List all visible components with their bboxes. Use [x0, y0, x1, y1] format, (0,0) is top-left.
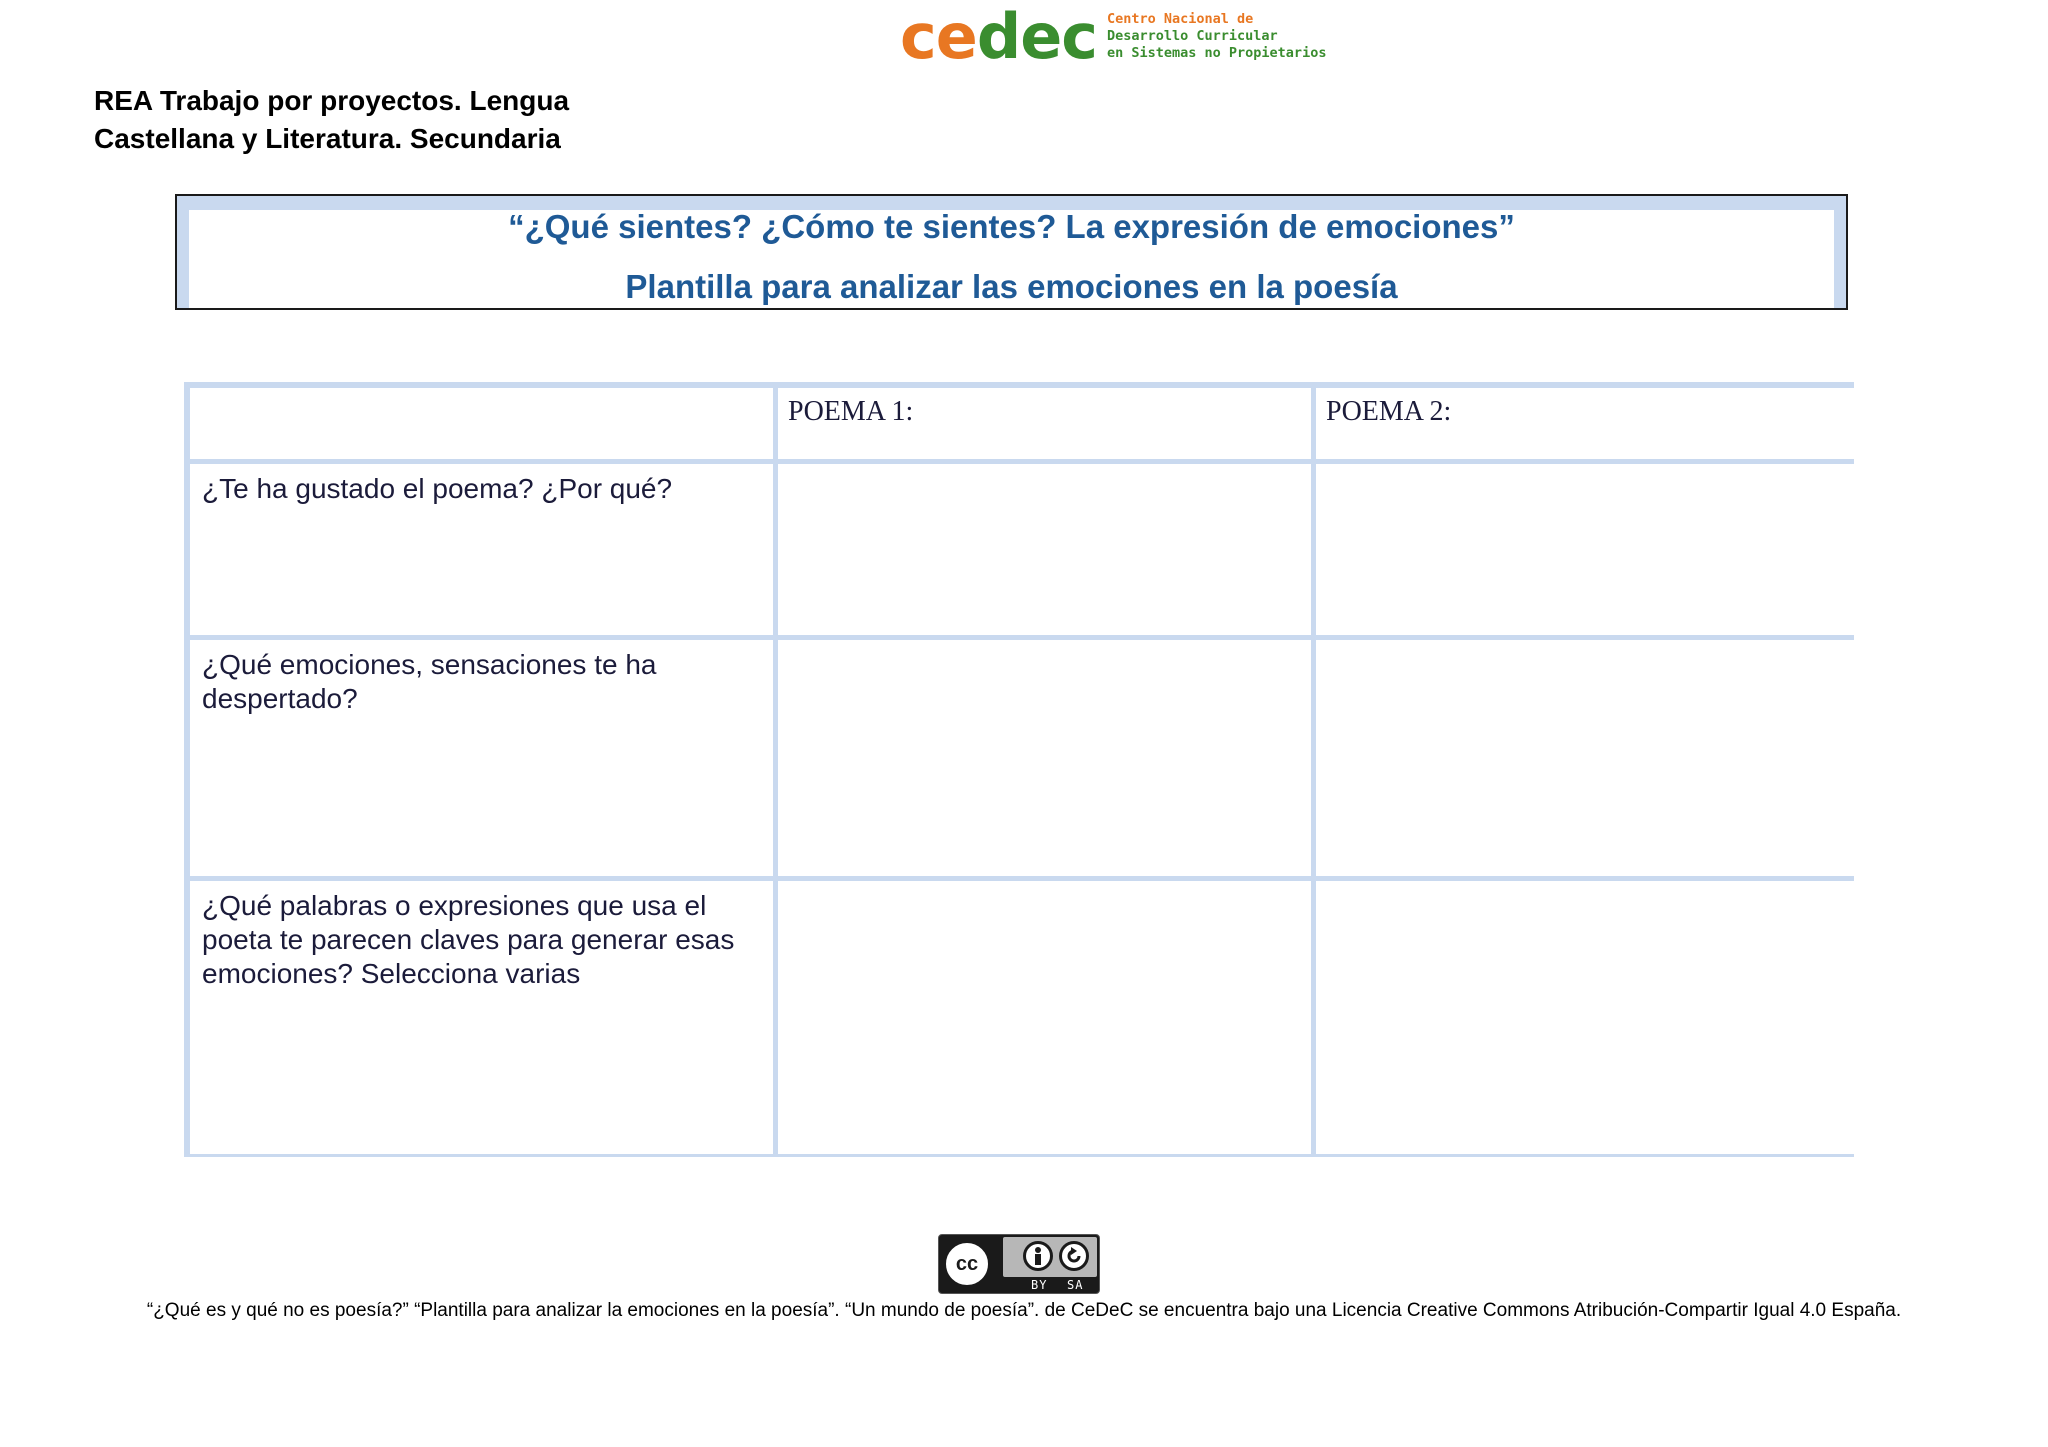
document-header: [94, 82, 569, 158]
page-subtitle: Plantilla para analizar las emociones en la poesía: [625, 268, 1398, 305]
answer-cell-poema-1-row-3[interactable]: [778, 881, 1311, 1154]
answer-cell-poema-1-row-1[interactable]: [778, 464, 1311, 635]
header-line-1: REA Trabajo por proyectos. Lengua: [94, 85, 570, 116]
cedec-logo-subtitle: Centro Nacional de Desarrollo Curricular en Sistemas no Propietarios: [1107, 11, 1327, 61]
badge-label-by: BY: [1031, 1278, 1048, 1292]
column-header-poema-1: POEMA 1:: [778, 388, 1311, 459]
column-header-poema-2: POEMA 2:: [1316, 388, 1854, 459]
answer-cell-poema-2-row-2[interactable]: [1316, 640, 1854, 876]
attribution-icon: [1023, 1241, 1053, 1271]
question-row-1: ¿Te ha gustado el poema? ¿Por qué?: [190, 464, 773, 635]
cc-icon: cc: [943, 1240, 991, 1288]
creative-commons-badge[interactable]: [938, 1234, 1100, 1294]
answer-cell-poema-2-row-3[interactable]: [1316, 881, 1854, 1154]
question-row-3: ¿Qué palabras o expresiones que usa el poeta te parecen claves para generar esas emociones? Selecciona varias: [190, 881, 773, 1154]
badge-label-sa: SA: [1067, 1278, 1084, 1292]
answer-cell-poema-1-row-2[interactable]: [778, 640, 1311, 876]
answer-cell-poema-2-row-1[interactable]: [1316, 464, 1854, 635]
page-title: “¿Qué sientes? ¿Cómo te sientes? La expresión de emociones”: [508, 208, 1515, 245]
analysis-table: [184, 382, 1854, 1157]
header-line-2: Castellana y Literatura. Secundaria: [94, 123, 561, 154]
question-row-2: ¿Qué emociones, sensaciones te ha despertado?: [190, 640, 773, 876]
table-corner-cell: [190, 388, 773, 459]
cedec-logo: [900, 0, 1327, 73]
license-footer: “¿Qué es y qué no es poesía?” “Plantilla para analizar la emociones en la poesía”. “Un mundo de poesía”. de CeDeC se encuentra bajo una Licencia Creative Commons Atribución-Compartir Igual 4.0 España.: [146, 1300, 1902, 1321]
title-box: [175, 194, 1848, 310]
cedec-logo-word: cedec: [900, 0, 1097, 73]
share-alike-icon: [1059, 1241, 1089, 1271]
